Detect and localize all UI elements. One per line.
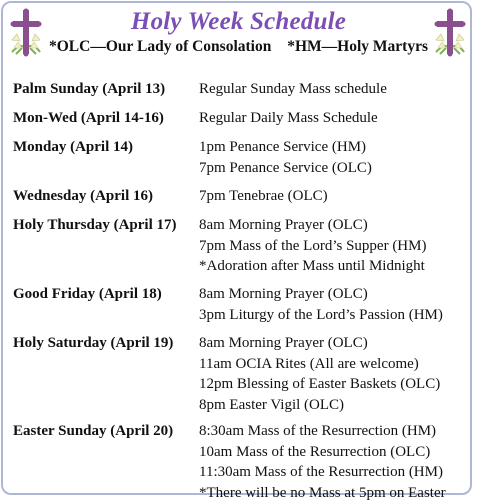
- event-item: 7pm Penance Service (OLC): [199, 158, 372, 179]
- event-item: 8am Morning Prayer (OLC): [199, 284, 443, 305]
- event-item: 8pm Easter Vigil (OLC): [199, 395, 440, 416]
- event-list: [199, 284, 443, 325]
- event-list: [199, 108, 378, 129]
- event-item: 8am Morning Prayer (OLC): [199, 333, 440, 354]
- event-item: 12pm Blessing of Easter Baskets (OLC): [199, 374, 440, 395]
- legend-hm: *HM—Holy Martyrs: [287, 38, 428, 55]
- event-list: [199, 421, 446, 503]
- event-list: [199, 79, 387, 100]
- event-item: 3pm Liturgy of the Lord’s Passion (HM): [199, 305, 443, 326]
- event-item: *There will be no Mass at 5pm on Easter: [199, 483, 446, 503]
- day-label: Mon-Wed (April 14-16): [13, 108, 164, 129]
- event-item: 1pm Penance Service (HM): [199, 137, 372, 158]
- event-item: Regular Daily Mass Schedule: [199, 108, 378, 129]
- day-label: Holy Thursday (April 17): [13, 215, 177, 236]
- event-item: 7pm Tenebrae (OLC): [199, 186, 328, 207]
- event-item: Regular Sunday Mass schedule: [199, 79, 387, 100]
- event-list: [199, 137, 372, 178]
- event-item: *Adoration after Mass until Midnight: [199, 256, 426, 277]
- event-item: 11:30am Mass of the Resurrection (HM): [199, 462, 446, 483]
- event-list: [199, 215, 426, 277]
- event-list: [199, 186, 328, 207]
- day-label: Palm Sunday (April 13): [13, 79, 165, 100]
- event-item: 11am OCIA Rites (All are welcome): [199, 354, 440, 375]
- event-item: 8am Morning Prayer (OLC): [199, 215, 426, 236]
- day-label: Holy Saturday (April 19): [13, 333, 173, 354]
- day-label: Good Friday (April 18): [13, 284, 162, 305]
- day-label: Monday (April 14): [13, 137, 133, 158]
- event-item: 7pm Mass of the Lord’s Supper (HM): [199, 236, 426, 257]
- event-item: 10am Mass of the Resurrection (OLC): [199, 442, 446, 463]
- legend: [0, 38, 477, 56]
- event-list: [199, 333, 440, 415]
- event-item: 8:30am Mass of the Resurrection (HM): [199, 421, 446, 442]
- day-label: Wednesday (April 16): [13, 186, 153, 207]
- legend-olc: *OLC—Our Lady of Consolation: [49, 38, 271, 55]
- day-label: Easter Sunday (April 20): [13, 421, 173, 442]
- page-title: Holy Week Schedule: [0, 8, 477, 36]
